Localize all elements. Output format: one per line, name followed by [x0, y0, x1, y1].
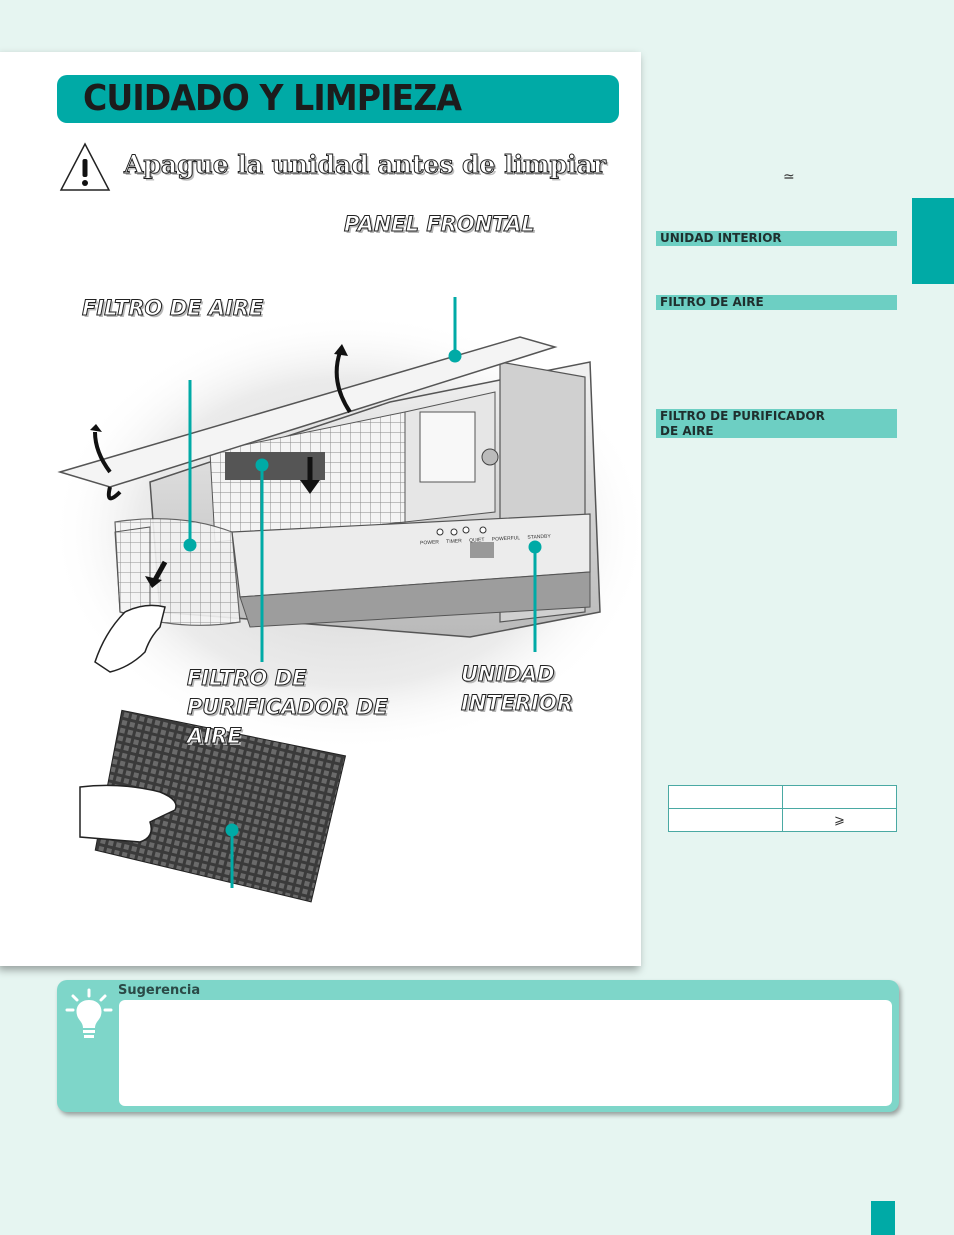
- table-row: [669, 809, 897, 832]
- callout-indoor-unit: [461, 660, 573, 718]
- tip-label: Sugerencia: [118, 983, 201, 998]
- table-cell: [783, 786, 897, 809]
- section-header-air-filter: [656, 295, 897, 310]
- page-title: CUIDADO Y LIMPIEZA: [83, 78, 462, 119]
- table-cell: [669, 786, 783, 809]
- standby-label: STANDBY: [527, 533, 551, 541]
- callout-indoor-unit-line1: UNIDAD: [461, 662, 555, 686]
- timer-label: TIMER: [446, 538, 462, 546]
- table-cell: [669, 809, 783, 832]
- table-cell: ⩾: [783, 809, 897, 832]
- callout-purifier-filter: FILTRO DE PURIFICADOR DE AIRE: [187, 666, 388, 748]
- warning-text: Apague la unidad antes de limpiar: [124, 150, 606, 179]
- callout-air-filter: FILTRO DE AIRE: [82, 296, 264, 320]
- section-header-label-line2: DE AIRE: [660, 424, 714, 438]
- approx-symbol: ≃: [783, 168, 795, 184]
- power-label: POWER: [419, 539, 440, 547]
- section-header-label: FILTRO DE PURIFICADOR: [660, 409, 825, 423]
- section-header-label: FILTRO DE AIRE: [660, 295, 764, 309]
- section-header-indoor-unit: [656, 231, 897, 246]
- callout-front-panel: PANEL FRONTAL: [344, 212, 535, 236]
- callout-indoor-unit-line2: INTERIOR: [461, 691, 574, 715]
- quiet-label: QUIET: [469, 537, 485, 544]
- section-tab: [912, 198, 954, 284]
- tip-box: [57, 980, 899, 1112]
- spec-table: [668, 785, 897, 832]
- lightbulb-icon: [65, 988, 113, 1042]
- tip-content: [119, 1000, 892, 1106]
- air-conditioner-illustration: [0, 52, 641, 966]
- table-row: [669, 786, 897, 809]
- section-header-label: UNIDAD INTERIOR: [660, 231, 782, 245]
- page-number-marker: [871, 1201, 895, 1235]
- powerful-label: POWERFUL: [491, 535, 521, 543]
- section-header-purifier-filter: [656, 409, 897, 438]
